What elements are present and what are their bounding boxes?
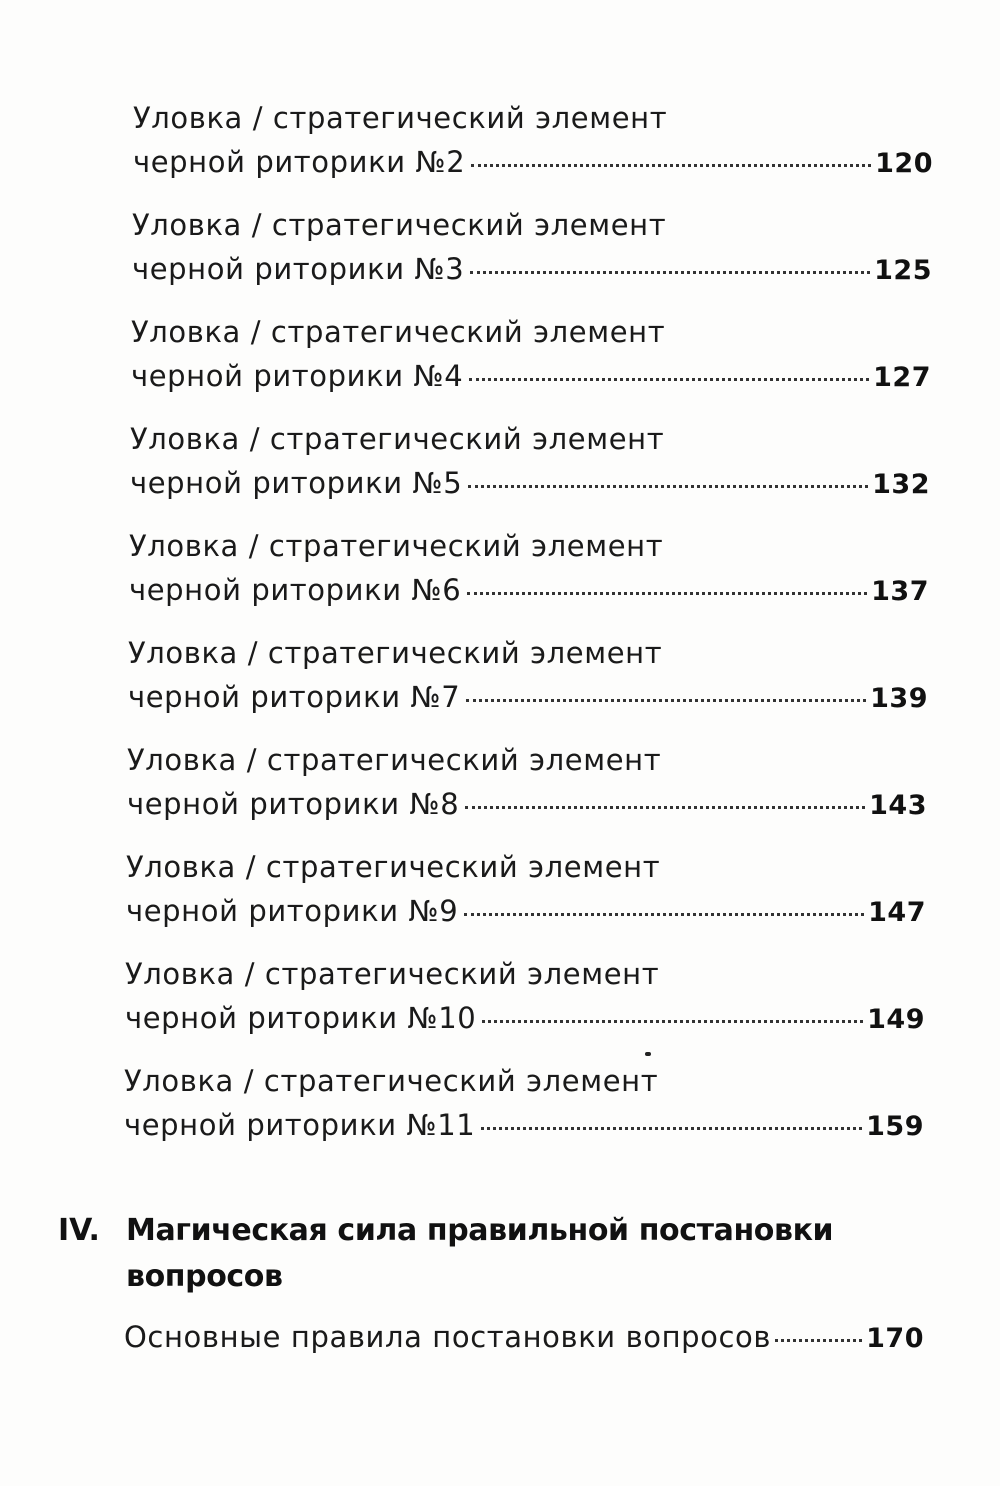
- toc-entry-title-line2: черной риторики №6: [129, 573, 462, 607]
- toc-page-number: 120: [875, 148, 933, 179]
- toc-page-number: 170: [866, 1323, 924, 1354]
- toc-page-number: 125: [874, 255, 932, 286]
- section-title-line1: Магическая сила правильной постановки: [126, 1213, 834, 1248]
- toc-entry: [124, 1059, 924, 1149]
- toc-page-number: 143: [869, 790, 927, 821]
- toc-entry: [125, 952, 925, 1042]
- dot-leader: [467, 592, 867, 595]
- dot-leader: [465, 806, 865, 809]
- dot-leader: [471, 164, 871, 167]
- toc-entry-title-line1: Уловка / стратегический элемент: [127, 743, 662, 777]
- toc-entry: [126, 845, 926, 935]
- toc-entry: [131, 310, 931, 400]
- toc-entry-title-line1: Уловка / стратегический элемент: [133, 101, 668, 135]
- toc-entry-title-line2: черной риторики №11: [124, 1108, 476, 1142]
- toc-entry-title-line2: черной риторики №10: [125, 1001, 477, 1035]
- toc-entry-title: Основные правила постановки вопросов: [124, 1320, 772, 1354]
- toc-entry-title-line2: черной риторики №2: [133, 145, 466, 179]
- toc-entry-title-line1: Уловка / стратегический элемент: [124, 1064, 659, 1098]
- toc-entry-title-line2: черной риторики №5: [130, 466, 463, 500]
- dot-leader: [466, 699, 866, 702]
- toc-page-number: 149: [867, 1004, 925, 1035]
- toc-page-number: 139: [870, 683, 928, 714]
- print-speck: [645, 1052, 651, 1056]
- toc-entry-title-line1: Уловка / стратегический элемент: [130, 422, 665, 456]
- toc-entry: [124, 1315, 924, 1361]
- dot-leader: [482, 1020, 863, 1023]
- toc-entry-title-line2: черной риторики №7: [128, 680, 461, 714]
- section-title-line2: вопросов: [126, 1259, 283, 1294]
- dot-leader: [468, 485, 868, 488]
- dot-leader: [469, 378, 869, 381]
- toc-page-number: 132: [872, 469, 930, 500]
- section-number: IV.: [58, 1213, 100, 1248]
- toc-page-number: 159: [866, 1111, 924, 1142]
- toc-page-number: 147: [868, 897, 926, 928]
- toc-entry: [129, 524, 929, 614]
- toc-entry: [128, 631, 928, 721]
- toc-entry-title-line1: Уловка / стратегический элемент: [132, 208, 667, 242]
- toc-page-number: 137: [871, 576, 929, 607]
- toc-entry-title-line1: Уловка / стратегический элемент: [125, 957, 660, 991]
- toc-entry-title-line1: Уловка / стратегический элемент: [129, 529, 664, 563]
- toc-entry-title-line1: Уловка / стратегический элемент: [126, 850, 661, 884]
- toc-entry-title-line2: черной риторики №8: [127, 787, 460, 821]
- toc-entry-title-line1: Уловка / стратегический элемент: [128, 636, 663, 670]
- toc-entry-title-line1: Уловка / стратегический элемент: [131, 315, 666, 349]
- section-title: [126, 1208, 833, 1300]
- toc-entry: [132, 203, 932, 293]
- section-heading: [58, 1208, 938, 1300]
- toc-entry: [130, 417, 930, 507]
- toc-entry-title-line2: черной риторики №4: [131, 359, 464, 393]
- dot-leader: [775, 1339, 862, 1342]
- dot-leader: [464, 913, 864, 916]
- dot-leader: [481, 1127, 862, 1130]
- toc-entry: [133, 96, 933, 186]
- toc-page-number: 127: [873, 362, 931, 393]
- toc-entry-title-line2: черной риторики №9: [126, 894, 459, 928]
- toc-entry-title-line2: черной риторики №3: [132, 252, 465, 286]
- dot-leader: [470, 271, 870, 274]
- toc-entry: [127, 738, 927, 828]
